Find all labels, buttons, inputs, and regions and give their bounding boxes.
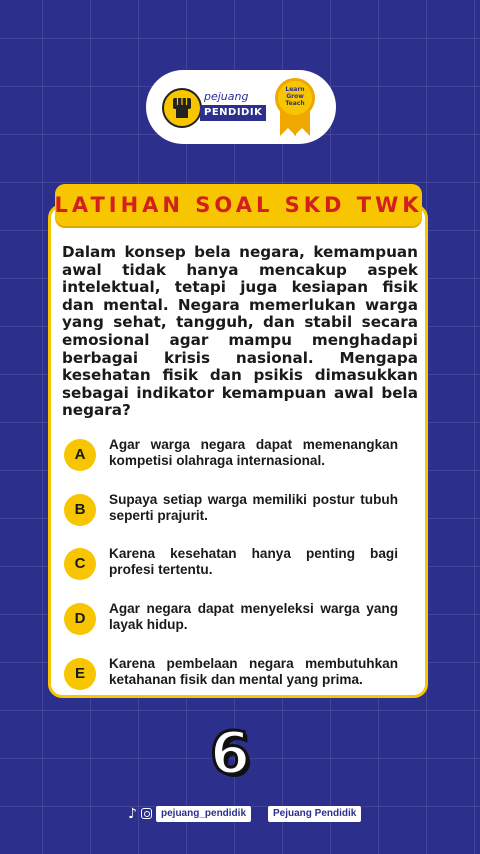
- tiktok-icon[interactable]: ♪: [128, 806, 137, 822]
- page-title: LATIHAN SOAL SKD TWK: [54, 193, 423, 217]
- option-text: Supaya setiap warga memiliki postur tubuh seperti prajurit.: [109, 492, 398, 524]
- badge-text: Learn Grow Teach: [285, 86, 305, 107]
- social-handle[interactable]: pejuang_pendidik: [156, 806, 251, 822]
- page-number: 6: [209, 719, 251, 787]
- footer-brand-name: Pejuang Pendidik: [268, 806, 361, 822]
- option-d[interactable]: [64, 601, 404, 641]
- brand-name-top: pejuang: [204, 90, 249, 103]
- option-b[interactable]: [64, 492, 404, 532]
- fist-icon: [162, 88, 202, 128]
- instagram-icon[interactable]: [141, 808, 152, 819]
- footer: [0, 806, 480, 824]
- option-c[interactable]: [64, 546, 404, 586]
- option-text: Karena pembelaan negara membutuhkan ketahanan fisik dan mental yang prima.: [109, 656, 398, 688]
- brand-name-bottom: PENDIDIK: [200, 105, 266, 121]
- option-text: Agar negara dapat menyeleksi warga yang layak hidup.: [109, 601, 398, 633]
- option-letter: C: [64, 548, 96, 580]
- brand-logo: [146, 70, 336, 144]
- option-letter: E: [64, 658, 96, 690]
- option-text: Karena kesehatan hanya penting bagi profesi tertentu.: [109, 546, 398, 578]
- question-text: Dalam konsep bela negara, kemampuan awal tidak hanya mencakup aspek intelektual, tetapi juga kesiapan fisik dan mental. Negara memerlukan warga yang sehat, tangguh, dan stabil secara emosional agar mampu menghadapi berbagai krisis nasional. Mengapa kesehatan fisik dan psikis dimasukkan sebagai indikator kemampuan awal bela negara?: [62, 243, 418, 420]
- option-letter: A: [64, 439, 96, 471]
- option-text: Agar warga negara dapat memenangkan kompetisi olahraga internasional.: [109, 437, 398, 469]
- option-letter: B: [64, 494, 96, 526]
- option-e[interactable]: [64, 656, 404, 696]
- option-a[interactable]: [64, 437, 404, 477]
- title-banner: [55, 184, 422, 226]
- award-badge-icon: [275, 78, 315, 136]
- option-letter: D: [64, 603, 96, 635]
